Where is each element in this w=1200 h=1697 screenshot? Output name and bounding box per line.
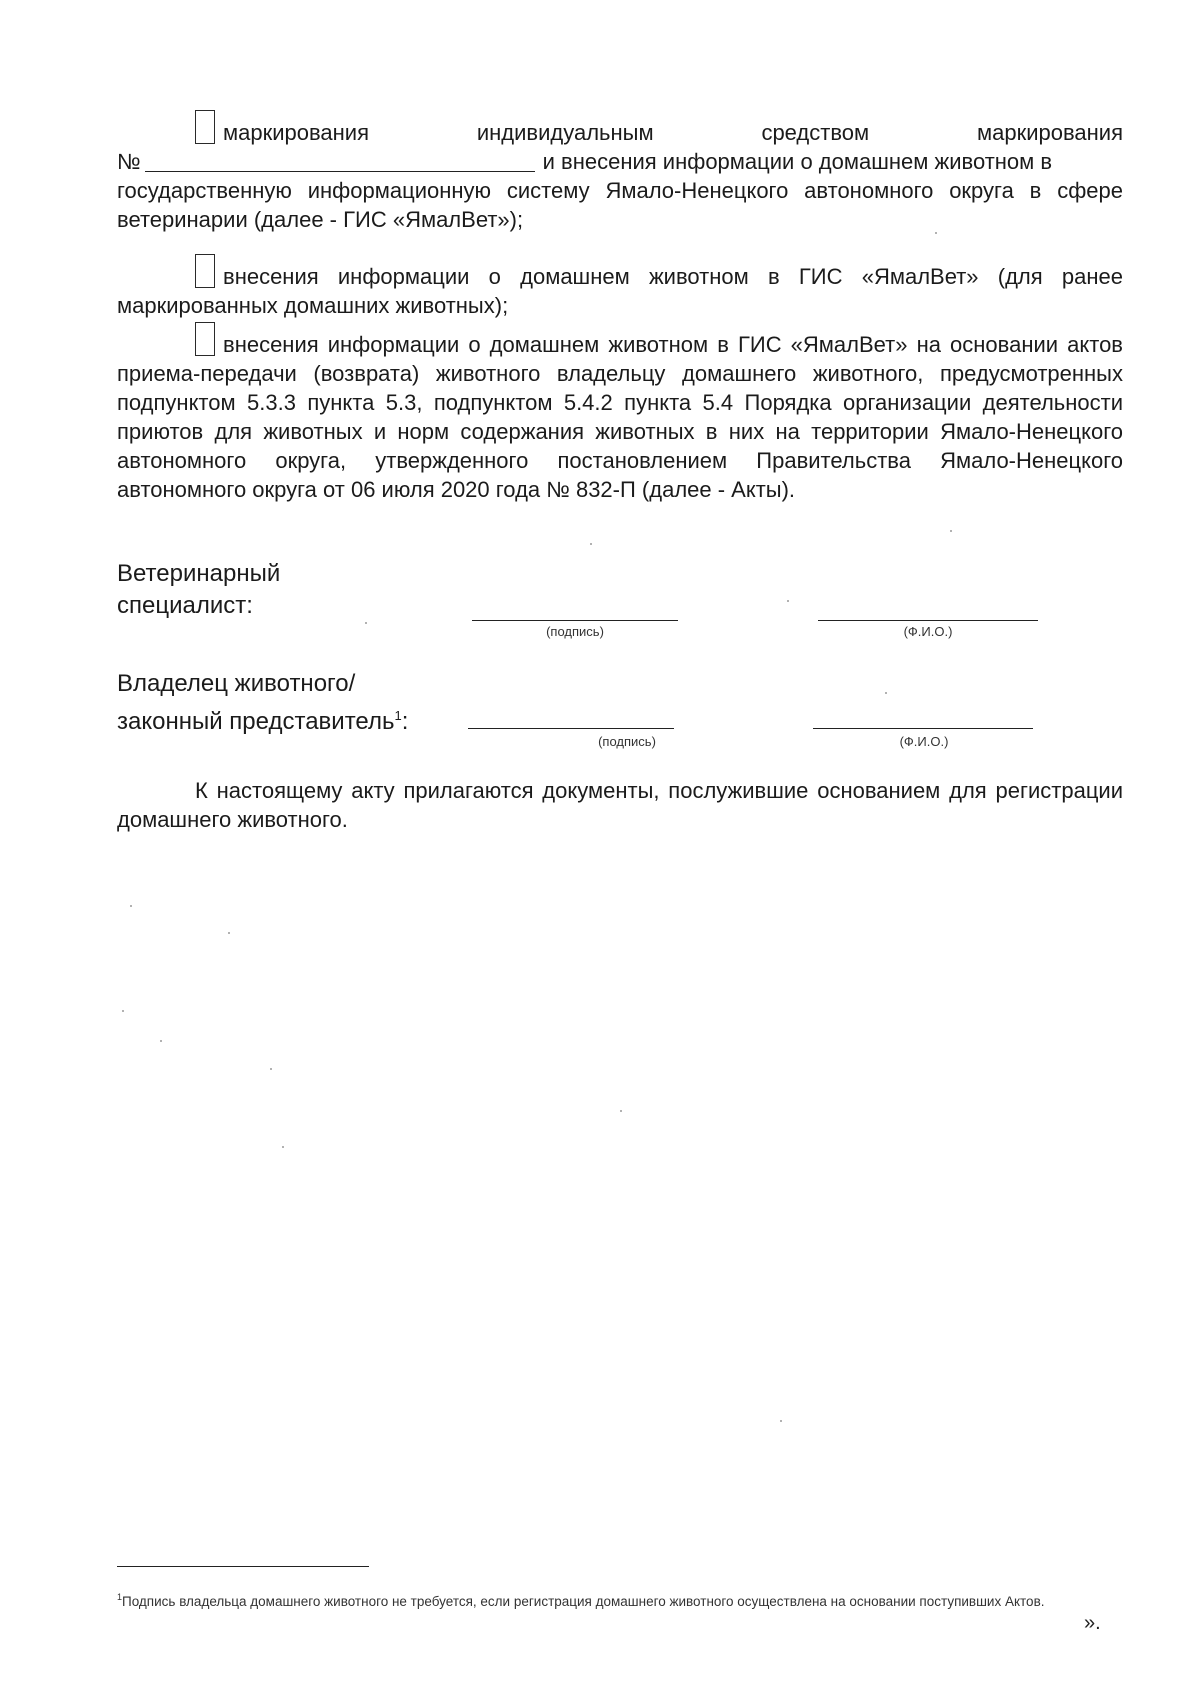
vet-signature-caption: (подпись)	[546, 624, 604, 639]
scan-speck	[590, 543, 592, 545]
option-ymalvet-paragraph	[117, 254, 1123, 320]
vet-label-line2: специалист:	[117, 592, 253, 619]
option-acts-paragraph	[117, 322, 1123, 504]
footnote-mark: 1	[117, 1592, 123, 1602]
owner-label-line2: законный представитель$^1$:	[117, 708, 409, 735]
option-marking-word4: маркирования	[976, 120, 1123, 145]
scan-speck	[122, 1010, 124, 1012]
owner-signature-caption: (подпись)	[598, 734, 656, 749]
option-ymalvet-text: внесения информации о домашнем животном в ГИС «ЯмалВет» (для ранее маркированных домашних животных);	[117, 264, 1123, 318]
option-marking-line2	[117, 147, 1123, 176]
closing-quote-mark: ».	[1084, 1612, 1101, 1634]
scan-speck	[365, 622, 367, 624]
vet-label	[117, 558, 280, 622]
scan-speck	[787, 600, 789, 602]
scan-speck	[228, 932, 230, 934]
owner-label-line1: Владелец животного/	[117, 670, 356, 697]
option-marking-paragraph	[117, 110, 1123, 234]
footnote	[117, 1578, 1117, 1621]
vet-label-line1: Ветеринарный	[117, 560, 281, 587]
owner-name-line[interactable]	[813, 728, 1033, 729]
number-sign: №	[117, 149, 141, 174]
option-marking-word2: индивидуальным	[476, 120, 654, 145]
scan-speck	[885, 692, 887, 694]
option-marking-line2-tail: и внесения информации о домашнем животном в	[542, 149, 1053, 174]
option-marking-lead: маркирования	[195, 110, 369, 147]
scan-speck	[160, 1040, 162, 1042]
option-marking-line1	[117, 110, 1123, 147]
scan-speck	[620, 1110, 622, 1112]
vet-name-line[interactable]	[818, 620, 1038, 621]
option-marking-rest: государственную информационную систему Ямало-Ненецкого автономного округа в сфере ветеринарии (далее - ГИС «ЯмалВет»);	[117, 178, 1123, 232]
vet-signature-line[interactable]	[472, 620, 678, 621]
scan-speck	[282, 1146, 284, 1148]
scan-speck	[130, 905, 132, 907]
attachments-note: К настоящему акту прилагаются документы, послужившие основанием для регистрации домашнего животного.	[117, 778, 1123, 832]
vet-name-caption: (Ф.И.О.)	[903, 624, 953, 639]
checkbox-ymalvet[interactable]	[195, 254, 215, 288]
owner-label	[117, 668, 408, 738]
owner-name-caption: (Ф.И.О.)	[899, 734, 949, 749]
footnote-divider	[117, 1566, 369, 1567]
option-marking-word3: средством	[761, 120, 870, 145]
owner-signature-line[interactable]	[468, 728, 674, 729]
scan-speck	[270, 1068, 272, 1070]
scan-speck	[935, 232, 937, 234]
footnote-text: Подпись владельца домашнего животного не требуется, если регистрация домашнего животного осуществлена на основании поступивших Актов.	[122, 1594, 1045, 1609]
scan-speck	[780, 1420, 782, 1422]
checkbox-acts[interactable]	[195, 322, 215, 356]
checkbox-marking[interactable]	[195, 110, 215, 144]
footnote-ref: 1	[394, 708, 402, 723]
scan-speck	[950, 530, 952, 532]
option-acts-text: внесения информации о домашнем животном в ГИС «ЯмалВет» на основании актов приема-передачи (возврата) животного владельцу домашнего животного, предусмотренных подпунктом 5.3.3 пункта 5.3, подпунктом 5.4.2 пункта 5.4 Порядка организации деятельности приютов для животных и норм содержания животных в них на территории Ямало-Ненецкого автономного округа, утвержденного постановлением Правительства Ямало-Ненецкого автономного округа от 06 июля 2020 года № 832-П (далее - Акты).	[117, 332, 1123, 502]
marking-number-field[interactable]	[145, 149, 535, 172]
